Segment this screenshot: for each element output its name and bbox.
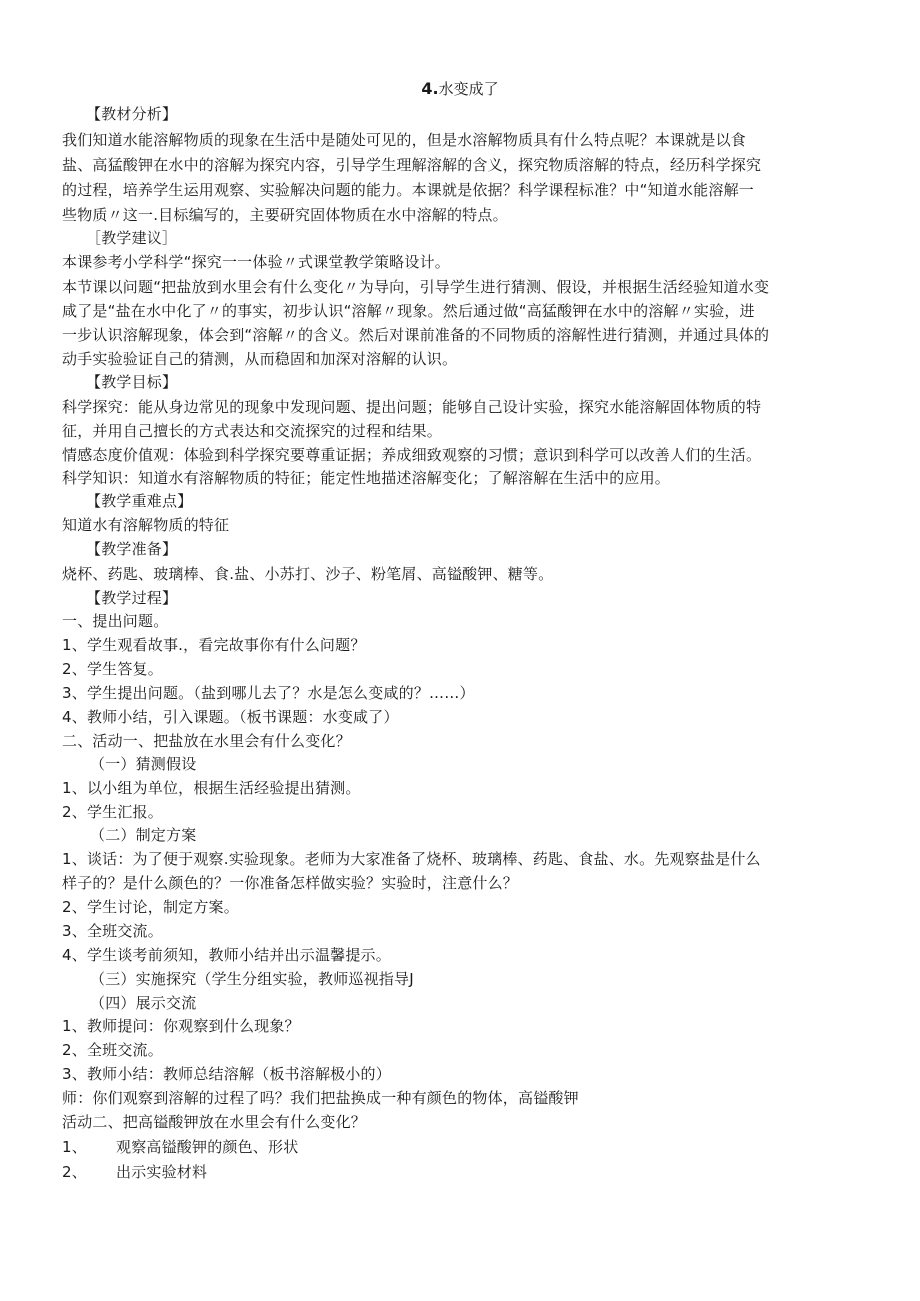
paragraph-line: 我们知道水能溶解物质的现象在生活中是随处可见的，但是水溶解物质具有什么特点呢？本课就是以食 xyxy=(62,131,747,149)
paragraph-line: 4、教师小结，引入课题。（板书课题：水变咸了） xyxy=(62,708,399,726)
step-item xyxy=(62,1136,862,1158)
paragraph-line: 征，并用自己擅长的方式表达和交流探究的过程和结果。 xyxy=(62,422,443,440)
paragraph-line: 师：你们观察到溶解的过程了吗？我们把盐换成一种有颜色的物体，高镒酸钾 xyxy=(62,1089,579,1107)
paragraph-line: 科学探究：能从身边常见的现象中发现问题、提出问题；能够自己设计实验，探究水能溶解固体物质的特 xyxy=(62,398,762,416)
document-title xyxy=(0,78,920,100)
paragraph-line: 本课参考小学科学“探究一一体验〃式课堂教学策略设计。 xyxy=(62,253,450,271)
step-text: 出示实验材料 xyxy=(116,1163,208,1181)
paragraph-line: 烧杯、药匙、玻璃棒、食.盐、小苏打、沙子、粉笔屑、高镒酸钾、糖等。 xyxy=(62,565,554,583)
section-heading-suggestion: ［教学建议］ xyxy=(86,229,178,247)
paragraph-line: 二、活动一、把盐放在水里会有什么变化？ xyxy=(62,732,351,750)
paragraph-line: 动手实验验证自己的猜测，从而稳固和加深对溶解的认识。 xyxy=(62,350,458,368)
paragraph-line: 2、全班交流。 xyxy=(62,1041,163,1059)
paragraph-line: 1、以小组为单位，根据生活经验提出猜测。 xyxy=(62,779,361,797)
paragraph-line: 2、学生汇报。 xyxy=(62,803,163,821)
paragraph-line: 样子的？是什么颜色的？一你准备怎样做实验？实验时，注意什么？ xyxy=(62,874,519,892)
paragraph-line: 活动二、把高镒酸钾放在水里会有什么变化？ xyxy=(62,1113,367,1131)
paragraph-line: 4、学生谈考前须知，教师小结并出示温馨提示。 xyxy=(62,946,391,964)
paragraph-line: 科学知识：知道水有溶解物质的特征；能定性地描述溶解变化；了解溶解在生活中的应用。 xyxy=(62,469,671,487)
paragraph-line: 2、学生答复。 xyxy=(62,660,163,678)
step-number: 2、 xyxy=(62,1163,87,1181)
step-text: 观察高镒酸钾的颜色、形状 xyxy=(116,1138,299,1156)
paragraph-line: 知道水有溶解物质的特征 xyxy=(62,516,230,534)
section-heading-goals: 【教学目标】 xyxy=(86,373,178,391)
step-item xyxy=(62,1161,862,1183)
section-heading-key-points: 【教学重难点】 xyxy=(86,492,193,510)
paragraph-line: 1、学生观看故事.，看完故事你有什么问题？ xyxy=(62,636,366,654)
paragraph-line: 3、全班交流。 xyxy=(62,922,163,940)
subsection-heading: （三）实施探究（学生分组实验，教师巡视指导J xyxy=(90,970,414,988)
step-number: 1、 xyxy=(62,1138,87,1156)
paragraph-line: 一步认识溶解现象，体会到“溶解〃的含义。然后对课前准备的不同物质的溶解性进行猜测，并通过具体的 xyxy=(62,326,770,344)
paragraph-line: 本节课以问题“把盐放到水里会有什么变化〃为导向，引导学生进行猜测、假设，并根据生活经验知道水变 xyxy=(62,278,770,296)
paragraph-line: 3、学生提出问题。（盐到哪儿去了？水是怎么变咸的？……） xyxy=(62,684,475,702)
subsection-heading: （二）制定方案 xyxy=(90,826,197,844)
subsection-heading: （四）展示交流 xyxy=(90,994,197,1012)
paragraph-line: 咸了是“盐在水中化了〃的事实，初步认识“溶解〃现象。然后通过做“高猛酸钾在水中的溶解〃实验，进 xyxy=(62,302,755,320)
title-number: 4. xyxy=(421,79,439,98)
paragraph-line: 1、谈话：为了便于观察.实验现象。老师为大家准备了烧杯、玻璃棒、药匙、食盐、水。先观察盐是什么 xyxy=(62,850,761,868)
paragraph-line: 盐、高猛酸钾在水中的溶解为探究内容，引导学生理解溶解的含义，探究物质溶解的特点，经历科学探究 xyxy=(62,156,762,174)
paragraph-line: 些物质〃这一.目标编写的，主要研究固体物质在水中溶解的特点。 xyxy=(62,206,508,224)
section-heading-process: 【教学过程】 xyxy=(86,589,178,607)
title-text: 水变成了 xyxy=(438,80,499,98)
paragraph-line: 情感态度价值观：体验到科学探究要尊重证据；养成细致观察的习惯；意识到科学可以改善人们的生活。 xyxy=(62,446,762,464)
paragraph-line: 2、学生讨论，制定方案。 xyxy=(62,898,239,916)
section-heading-preparation: 【教学准备】 xyxy=(86,540,178,558)
paragraph-line: 的过程，培养学生运用观察、实验解决问题的能力。本课就是依据？科学课程标准？中“知道水能溶解一 xyxy=(62,181,754,199)
paragraph-line: 3、教师小结：教师总结溶解（板书溶解极小的） xyxy=(62,1065,391,1083)
paragraph-line: 1、教师提问：你观察到什么现象？ xyxy=(62,1017,300,1035)
section-heading-analysis: 【教材分析】 xyxy=(86,105,178,123)
subsection-heading: （一）猜测假设 xyxy=(90,755,197,773)
paragraph-line: 一、提出问题。 xyxy=(62,612,169,630)
